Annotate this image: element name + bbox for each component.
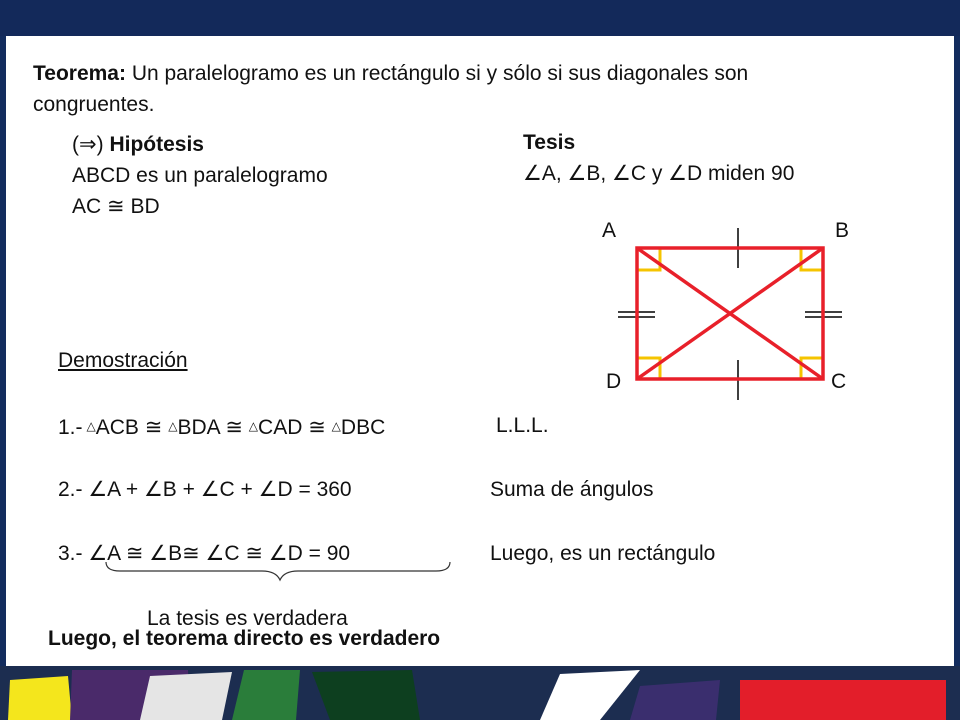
- congruent-symbol: ≅: [308, 416, 326, 439]
- segment-ac: AC: [72, 195, 102, 218]
- congruent-symbol: ≅: [107, 195, 125, 218]
- proof-reason-1: L.L.L.: [496, 414, 549, 437]
- triangle-bda: BDA: [177, 416, 220, 439]
- triangle-icon: △: [331, 419, 341, 433]
- curly-brace-icon: [106, 562, 450, 580]
- triangle-acb: ACB: [95, 416, 139, 439]
- proof-title: Demostración: [58, 349, 188, 372]
- triangle-cad: CAD: [258, 416, 303, 439]
- triangle-icon: △: [168, 419, 178, 433]
- segment-bd: BD: [130, 195, 160, 218]
- thesis-title: Tesis: [523, 131, 576, 154]
- conclusion: Luego, el teorema directo es verdadero: [48, 627, 441, 650]
- proof-step-2: 2.- ∠A + ∠B + ∠C + ∠D = 360: [58, 478, 352, 501]
- vertex-label-a: A: [602, 219, 617, 242]
- congruent-symbol: ≅: [144, 416, 163, 439]
- hypothesis-title: Hipótesis: [109, 133, 204, 156]
- triangle-icon: △: [248, 419, 259, 433]
- vertex-label-c: C: [831, 370, 847, 393]
- proof-reason-3: Luego, es un rectángulo: [490, 542, 716, 565]
- proof-step-3: 3.- ∠A ≅ ∠B≅ ∠C ≅ ∠D = 90: [58, 542, 351, 565]
- vertex-label-b: B: [835, 219, 850, 242]
- vertex-label-d: D: [606, 370, 622, 393]
- proof-reason-2: Suma de ángulos: [490, 478, 654, 501]
- implies-arrow-icon: ⇒: [79, 133, 97, 156]
- thesis-text: ∠A, ∠B, ∠C y ∠D miden 90: [523, 162, 795, 185]
- congruent-symbol: ≅: [225, 416, 243, 439]
- paren-open: (: [72, 133, 79, 156]
- triangle-icon: △: [86, 419, 96, 433]
- paren-close: ): [96, 133, 104, 156]
- theorem-text: Un paralelogramo es un rectángulo si y sólo si sus diagonales son congruentes.: [33, 62, 749, 116]
- step-number: 1.-: [58, 416, 83, 439]
- hypothesis-line1: ABCD es un paralelogramo: [72, 164, 328, 187]
- triangle-dbc: DBC: [340, 416, 386, 439]
- brace-note: La tesis es verdadera: [147, 607, 348, 630]
- theorem-label: Teorema:: [33, 62, 126, 85]
